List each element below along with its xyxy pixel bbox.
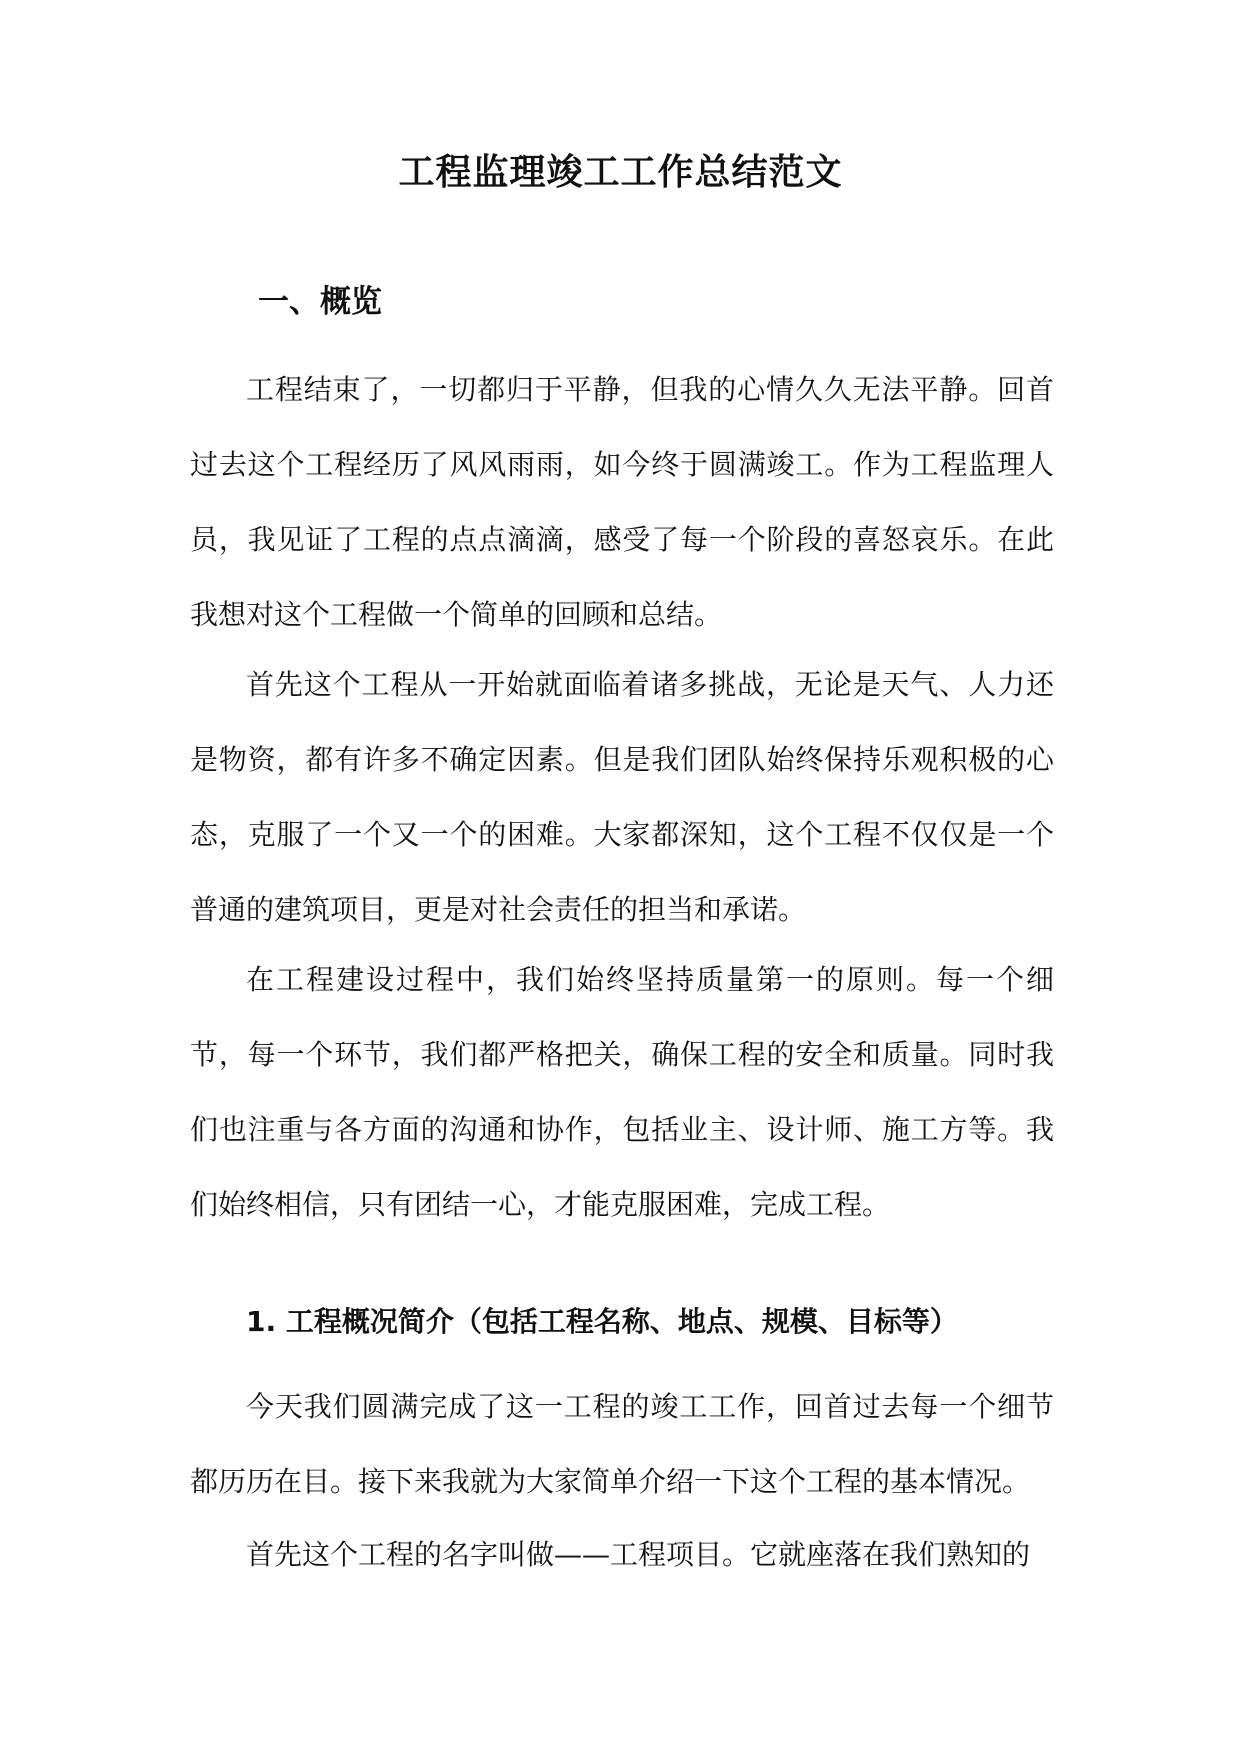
subsection-heading-project-overview: 1. 工程概况简介（包括工程名称、地点、规模、目标等）	[246, 1305, 958, 1338]
section-heading-overview: 一、概览	[258, 284, 382, 320]
document-title: 工程监理竣工工作总结范文	[398, 152, 843, 193]
paragraph: 首先这个工程的名字叫做——工程项目。它就座落在我们熟知的	[246, 1538, 1031, 1571]
paragraph: 在工程建设过程中，我们始终坚持质量第一的原则。每一个细节，每一个环节，我们都严格把关，确保工程的安全和质量。同时我们也注重与各方面的沟通和协作，包括业主、设计师、施工方等。我们始终相信，只有团结一心，才能克服困难，完成工程。	[190, 963, 1054, 1221]
paragraph: 首先这个工程从一开始就面临着诸多挑战，无论是天气、人力还是物资，都有许多不确定因素。但是我们团队始终保持乐观积极的心态，克服了一个又一个的困难。大家都深知，这个工程不仅仅是一个普通的建筑项目，更是对社会责任的担当和承诺。	[190, 668, 1054, 926]
paragraph: 工程结束了，一切都归于平静，但我的心情久久无法平静。回首过去这个工程经历了风风雨雨，如今终于圆满竣工。作为工程监理人员，我见证了工程的点点滴滴，感受了每一个阶段的喜怒哀乐。在此我想对这个工程做一个简单的回顾和总结。	[190, 373, 1054, 631]
paragraph: 今天我们圆满完成了这一工程的竣工工作，回首过去每一个细节都历历在目。接下来我就为大家简单介绍一下这个工程的基本情况。	[190, 1390, 1054, 1498]
